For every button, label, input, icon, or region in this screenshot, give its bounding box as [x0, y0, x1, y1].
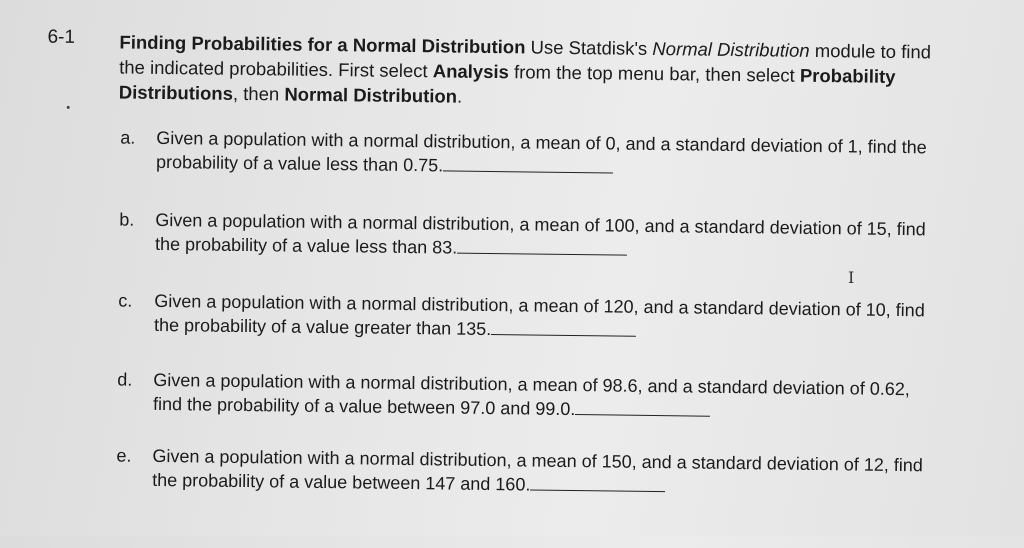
problem-letter: c.	[118, 290, 133, 311]
intro-text-5: .	[456, 85, 463, 107]
pencil-dot	[67, 106, 70, 109]
menu-probability-distributions: Probability Distributions	[118, 64, 896, 104]
problem-text: Given a population with a normal distribution, a mean of 100, and a standard deviation of 15, find the probability of a value less than 83.	[154, 209, 926, 258]
problem-d	[117, 367, 938, 425]
intro-text-3: from the top menu bar, then select	[508, 61, 801, 86]
problem-text: Given a population with a normal distribution, a mean of 98.6, and a standard deviation of 0.62, find the probability of a value between 97.0 and 99.0.	[152, 369, 910, 420]
problem-letter: b.	[119, 209, 135, 230]
problem-text: Given a population with a normal distribution, a mean of 120, and a standard deviation of 10, find the probability of a value greater than 135.	[153, 290, 925, 340]
answer-blank-d[interactable]	[575, 398, 710, 417]
problem-c	[118, 288, 939, 346]
problem-text: Given a population with a normal distribution, a mean of 150, and a standard deviation of 12, find the probability of a value between 147 and 160.	[152, 445, 924, 495]
problem-letter: a.	[120, 127, 136, 148]
answer-blank-e[interactable]	[530, 474, 665, 493]
section-title: Finding Probabilities for a Normal Distribution	[119, 31, 526, 58]
answer-blank-a[interactable]	[443, 154, 613, 173]
problem-e	[116, 443, 937, 501]
module-name: Normal Distribution	[652, 37, 810, 61]
problem-letter: d.	[117, 369, 133, 390]
menu-normal-distribution: Normal Distribution	[284, 83, 458, 107]
problem-letter: e.	[116, 445, 132, 466]
intro-paragraph	[119, 29, 950, 114]
text-cursor-icon: I	[848, 268, 855, 287]
intro-text-2: module to find the indicated probabilities. First select	[119, 39, 932, 82]
problem-b	[119, 207, 940, 265]
section-number: 6-1	[47, 26, 76, 48]
answer-blank-b[interactable]	[457, 237, 627, 256]
problem-text: Given a population with a normal distribution, a mean of 0, and a standard deviation of 1, find the probability of a value less than 0.75.	[155, 127, 927, 176]
answer-blank-c[interactable]	[491, 318, 636, 337]
intro-text-4: , then	[232, 82, 285, 105]
problem-a	[120, 125, 941, 183]
intro-text-1: Use Statdisk's	[525, 36, 653, 59]
menu-analysis: Analysis	[432, 60, 510, 83]
